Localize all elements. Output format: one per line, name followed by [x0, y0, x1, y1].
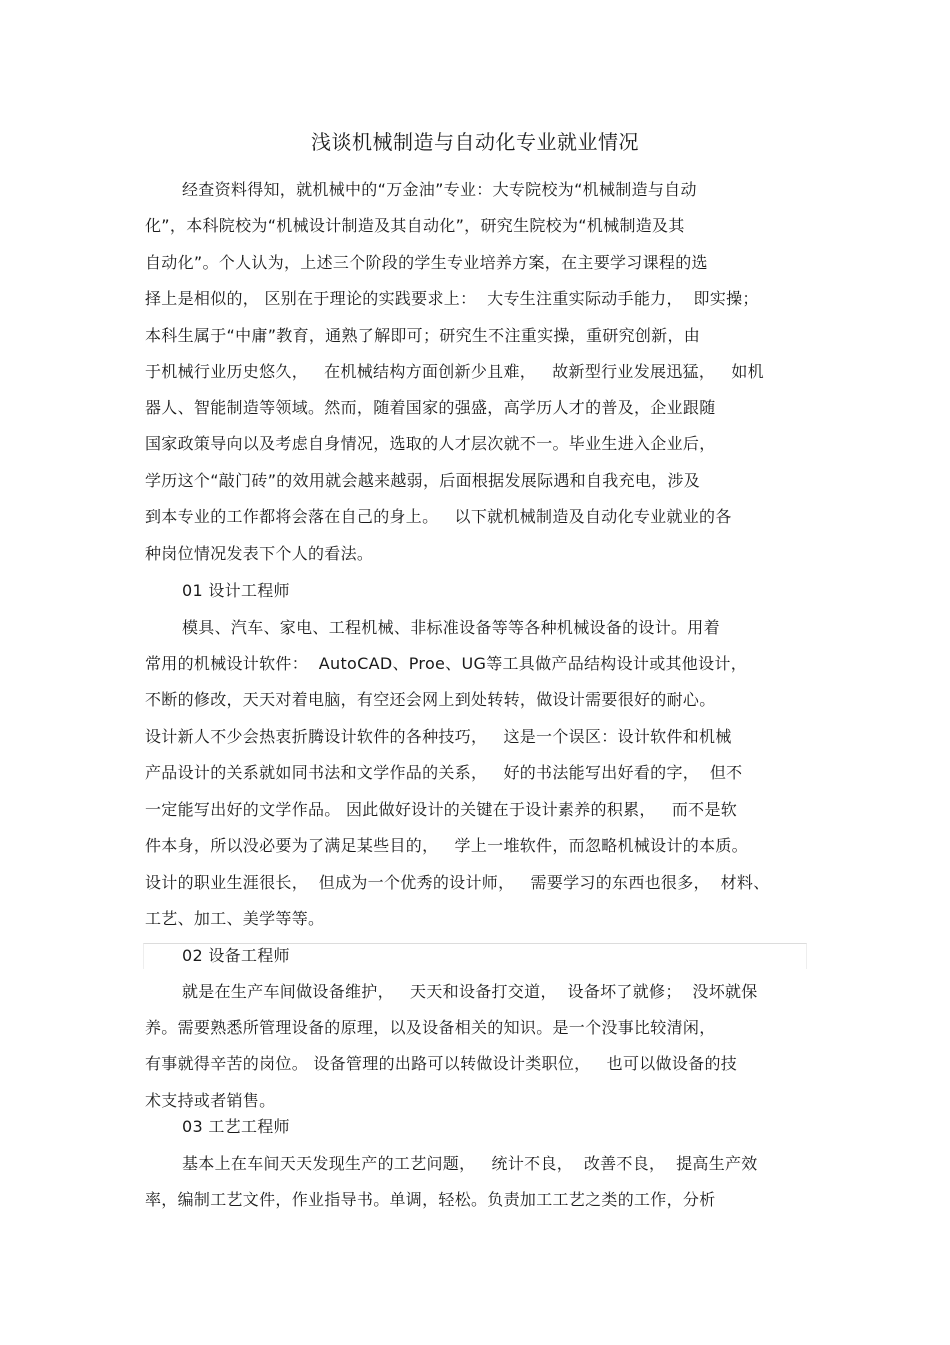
section-line: 不断的修改，天天对着电脑，有空还会网上到处转转，做设计需要很好的耐心。 [145, 690, 716, 709]
intro-line: 自动化”。个人认为，上述三个阶段的学生专业培养方案，在主要学习课程的选 [145, 253, 708, 272]
intro-line: 国家政策导向以及考虑自身情况，选取的人才层次就不一。毕业生进入企业后， [145, 434, 716, 453]
section-heading: 01 设计工程师 [182, 581, 290, 600]
section-line: 养。需要熟悉所管理设备的原理，以及设备相关的知识。是一个没事比较清闲， [145, 1018, 716, 1037]
section-line: 常用的机械设计软件： AutoCAD、Proe、UG等工具做产品结构设计或其他设计， [145, 654, 747, 673]
intro-line: 本科生属于“中庸”教育，通熟了解即可；研究生不注重实操，重研究创新，由 [145, 326, 701, 345]
section-line: 工艺、加工、美学等等。 [145, 909, 325, 928]
section-line: 基本上在车间天天发现生产的工艺问题， 统计不良， 改善不良， 提高生产效 [182, 1154, 758, 1173]
section-line: 产品设计的关系就如同书法和文学作品的关系， 好的书法能写出好看的字， 但不 [145, 763, 743, 782]
intro-line: 到本专业的工作都将会落在自己的身上。 以下就机械制造及自动化专业就业的各 [145, 507, 732, 526]
section-line: 模具、汽车、家电、工程机械、非标准设备等等各种机械设备的设计。用着 [182, 618, 720, 637]
section-line: 设计的职业生涯很长， 但成为一个优秀的设计师， 需要学习的东西也很多， 材料、 [145, 873, 770, 892]
section-line: 率，编制工艺文件，作业指导书。单调，轻松。负责加工工艺之类的工作，分析 [145, 1190, 716, 1209]
intro-line: 于机械行业历史悠久， 在机械结构方面创新少且难， 故新型行业发展迅猛， 如机 [145, 362, 764, 381]
intro-line: 择上是相似的， 区别在于理论的实践要求上： 大专生注重实际动手能力， 即实操； [145, 289, 759, 308]
intro-line: 化”，本科院校为“机械设计制造及其自动化”，研究生院校为“机械制造及其 [145, 216, 685, 235]
intro-line: 器人、智能制造等领域。然而，随着国家的强盛，高学历人才的普及，企业跟随 [145, 398, 716, 417]
section-line: 术支持或者销售。 [145, 1091, 276, 1110]
section-heading: 02 设备工程师 [182, 946, 290, 965]
section-line: 有事就得辛苦的岗位。 设备管理的出路可以转做设计类职位， 也可以做设备的技 [145, 1054, 738, 1073]
section-line: 一定能写出好的文学作品。 因此做好设计的关键在于设计素养的积累， 而不是软 [145, 800, 738, 819]
intro-line: 种岗位情况发表下个人的看法。 [145, 544, 374, 563]
section-heading: 03 工艺工程师 [182, 1117, 290, 1136]
intro-line: 学历这个“敲门砖”的效用就会越来越弱，后面根据发展际遇和自我充电，涉及 [145, 471, 701, 490]
document-title: 浅谈机械制造与自动化专业就业情况 [311, 130, 639, 154]
section-line: 件本身，所以没必要为了满足某些目的， 学上一堆软件，而忽略机械设计的本质。 [145, 836, 748, 855]
section-line: 就是在生产车间做设备维护， 天天和设备打交道， 设备坏了就修； 没坏就保 [182, 982, 758, 1001]
intro-line: 经查资料得知，就机械中的“万金油”专业：大专院校为“机械制造与自动 [182, 180, 697, 199]
section-line: 设计新人不少会热衷折腾设计软件的各种技巧， 这是一个误区：设计软件和机械 [145, 727, 732, 746]
